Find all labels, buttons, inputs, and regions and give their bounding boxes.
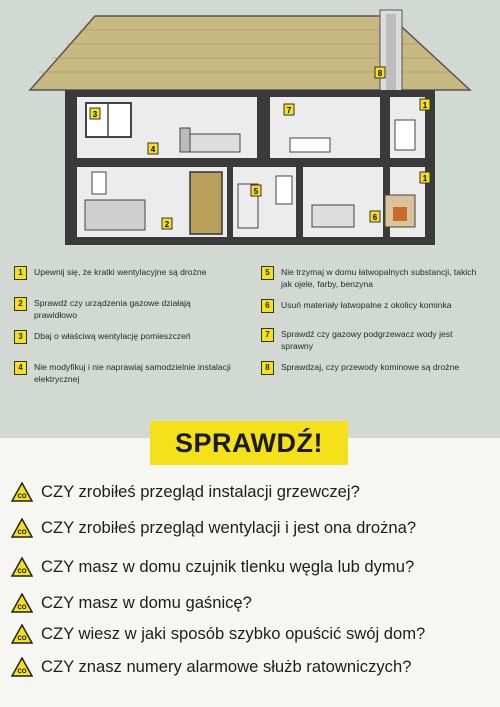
tip-text: Dbaj o właściwą wentylację pomieszczeń xyxy=(34,331,191,341)
marker-4 xyxy=(148,143,158,154)
co-warning-icon xyxy=(11,593,33,613)
marker-1b xyxy=(420,172,430,183)
co-warning-icon xyxy=(11,557,33,577)
tip-text: Sprawdź czy gazowy podgrzewacz wody jest sprawny xyxy=(281,329,453,351)
tip-text: Nie trzymaj w domu łatwopalnych substancji, takich jak ojele, farby, benzyna xyxy=(281,267,477,289)
tip-text: Nie modyfikuj i nie naprawiaj samodzielnie instalacji elektrycznej xyxy=(34,362,231,384)
svg-text:1: 1 xyxy=(422,174,428,183)
tip-item xyxy=(14,297,234,321)
tip-item xyxy=(14,266,244,280)
question-text: CZY zrobiłeś przegląd instalacji grzewczej? xyxy=(41,482,360,501)
tip-number: 4 xyxy=(14,361,27,375)
tip-item xyxy=(14,361,234,385)
tips-list xyxy=(0,258,500,438)
tip-text: Usuń materiały łatwopalne z okolicy kominka xyxy=(281,300,452,310)
question-item xyxy=(11,593,252,613)
tip-item xyxy=(14,330,244,344)
tip-item xyxy=(261,266,481,290)
tip-number: 6 xyxy=(261,299,274,313)
tip-text: Sprawdź czy urządzenia gazowe działają prawidłowo xyxy=(34,298,191,320)
tip-number: 3 xyxy=(14,330,27,344)
svg-text:CO: CO xyxy=(17,494,27,500)
co-warning-icon xyxy=(11,482,33,502)
co-warning-icon xyxy=(11,624,33,644)
tip-number: 5 xyxy=(261,266,274,280)
question-text: CZY znasz numery alarmowe służb ratowniczych? xyxy=(41,657,412,676)
svg-text:6: 6 xyxy=(372,213,378,222)
svg-text:3: 3 xyxy=(92,110,98,119)
question-item xyxy=(11,518,416,538)
question-text: CZY masz w domu czujnik tlenku węgla lub dymu? xyxy=(41,557,415,576)
check-banner: SPRAWDŹ! xyxy=(150,421,348,465)
question-item xyxy=(11,657,411,677)
svg-text:4: 4 xyxy=(150,145,156,154)
marker-8 xyxy=(375,67,385,78)
marker-5 xyxy=(251,185,261,196)
house-illustration xyxy=(0,0,500,258)
svg-text:1: 1 xyxy=(422,101,428,110)
marker-3 xyxy=(90,108,100,119)
svg-text:CO: CO xyxy=(17,530,27,536)
svg-text:7: 7 xyxy=(286,106,292,115)
svg-text:CO: CO xyxy=(17,569,27,575)
svg-text:5: 5 xyxy=(253,187,259,196)
svg-text:CO: CO xyxy=(17,605,27,611)
co-warning-icon xyxy=(11,518,33,538)
question-text: CZY masz w domu gaśnicę? xyxy=(41,593,252,612)
question-item xyxy=(11,482,360,502)
question-item xyxy=(11,557,414,577)
co-warning-icon xyxy=(11,657,33,677)
svg-text:CO: CO xyxy=(17,636,27,642)
tip-text: Sprawdzaj, czy przewody kominowe są drożne xyxy=(281,362,460,372)
tip-number: 7 xyxy=(261,328,274,342)
tip-item xyxy=(261,361,486,375)
tip-number: 8 xyxy=(261,361,274,375)
question-text: CZY wiesz w jaki sposób szybko opuścić swój dom? xyxy=(41,624,426,643)
svg-text:8: 8 xyxy=(377,69,383,78)
marker-7 xyxy=(284,104,294,115)
tip-number: 1 xyxy=(14,266,27,280)
marker-2 xyxy=(162,218,172,229)
question-text: CZY zrobiłeś przegląd wentylacji i jest ona drożna? xyxy=(41,518,417,537)
question-item xyxy=(11,624,425,644)
tip-number: 2 xyxy=(14,297,27,311)
svg-text:2: 2 xyxy=(164,220,170,229)
svg-text:CO: CO xyxy=(17,669,27,675)
tip-item xyxy=(261,299,486,313)
tip-item xyxy=(261,328,471,352)
marker-6 xyxy=(370,211,380,222)
tip-text: Upewnij się, że kratki wentylacyjne są drożne xyxy=(34,267,207,277)
marker-1 xyxy=(420,99,430,110)
